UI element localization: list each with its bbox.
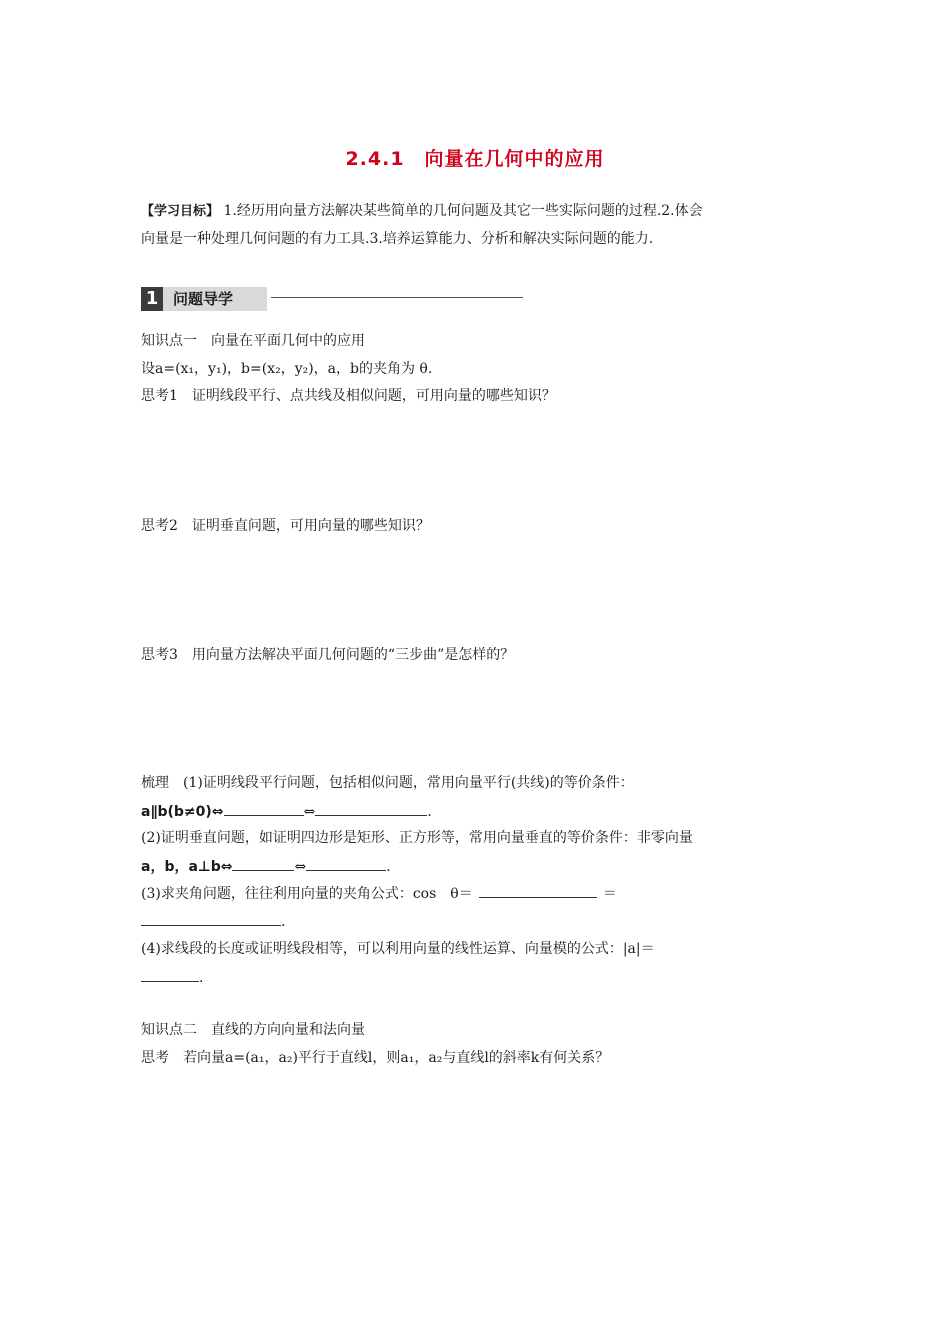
blank-4 bbox=[306, 856, 386, 871]
summary-p2a: (2)证明垂直问题，如证明四边形是矩形、正方形等，常用向量垂直的等价条件：非零向量 bbox=[141, 830, 693, 846]
summary-p1b: a∥b(b≠0)⇔ bbox=[141, 804, 224, 820]
kp1-setup: 设a=(x₁，y₁)，b=(x₂，y₂)，a，b的夹角为 θ. bbox=[141, 361, 433, 377]
think3: 思考3 用向量方法解决平面几何问题的“三步曲”是怎样的？ bbox=[141, 647, 515, 663]
blank-1 bbox=[224, 801, 304, 816]
section-label: 问题导学 bbox=[173, 290, 234, 308]
objectives-line1: 1.经历用向量方法解决某些简单的几何问题及其它一些实际问题的过程.2.体会 bbox=[223, 203, 703, 219]
blank-2 bbox=[315, 801, 427, 816]
section-badge bbox=[141, 287, 267, 311]
kp1-heading: 知识点一 向量在平面几何中的应用 bbox=[141, 333, 365, 349]
blank-7 bbox=[141, 967, 199, 982]
learning-objectives bbox=[141, 201, 703, 222]
summary-p1c: ⇔ bbox=[303, 804, 316, 820]
blank-3 bbox=[232, 856, 294, 871]
think1: 思考1 证明线段平行、点共线及相似问题，可用向量的哪些知识？ bbox=[141, 388, 556, 404]
summary-p3b: ＝ bbox=[602, 886, 617, 902]
summary-p2b: a，b，a⊥b⇔ bbox=[141, 859, 233, 875]
think2: 思考2 证明垂直问题，可用向量的哪些知识？ bbox=[141, 518, 430, 534]
summary-p1a: 梳理 (1)证明线段平行问题，包括相似问题，常用向量平行(共线)的等价条件： bbox=[141, 775, 634, 791]
summary-p3a: (3)求夹角问题，往往利用向量的夹角公式：cos θ＝ bbox=[141, 886, 473, 902]
summary-p2c: ⇔ bbox=[294, 859, 307, 875]
section-header bbox=[141, 287, 531, 311]
blank-6 bbox=[141, 911, 281, 926]
summary-p3c-line: . bbox=[141, 911, 285, 932]
summary-p4a: (4)求线段的长度或证明线段相等，可以利用向量的线性运算、向量模的公式：|a|＝ bbox=[141, 941, 655, 957]
section-number: 1 bbox=[141, 287, 163, 311]
summary-p3-line bbox=[141, 883, 617, 904]
objectives-line2: 向量是一种处理几何问题的有力工具.3.培养运算能力、分析和解决实际问题的能力. bbox=[141, 231, 654, 247]
summary-p4b-line: . bbox=[141, 967, 203, 988]
summary-p1b-line: a∥b(b≠0)⇔ ⇔ . bbox=[141, 801, 432, 822]
kp2-think: 思考 若向量a=(a₁，a₂)平行于直线l，则a₁，a₂与直线l的斜率k有何关系？ bbox=[141, 1050, 610, 1066]
page-title: 2.4.1 向量在几何中的应用 bbox=[345, 148, 605, 170]
objectives-label: 【学习目标】 bbox=[141, 204, 220, 219]
kp2-heading: 知识点二 直线的方向向量和法向量 bbox=[141, 1022, 365, 1038]
section-rule bbox=[271, 297, 523, 298]
summary-p2b-line: a，b，a⊥b⇔ ⇔ . bbox=[141, 856, 391, 877]
blank-5 bbox=[479, 883, 597, 898]
